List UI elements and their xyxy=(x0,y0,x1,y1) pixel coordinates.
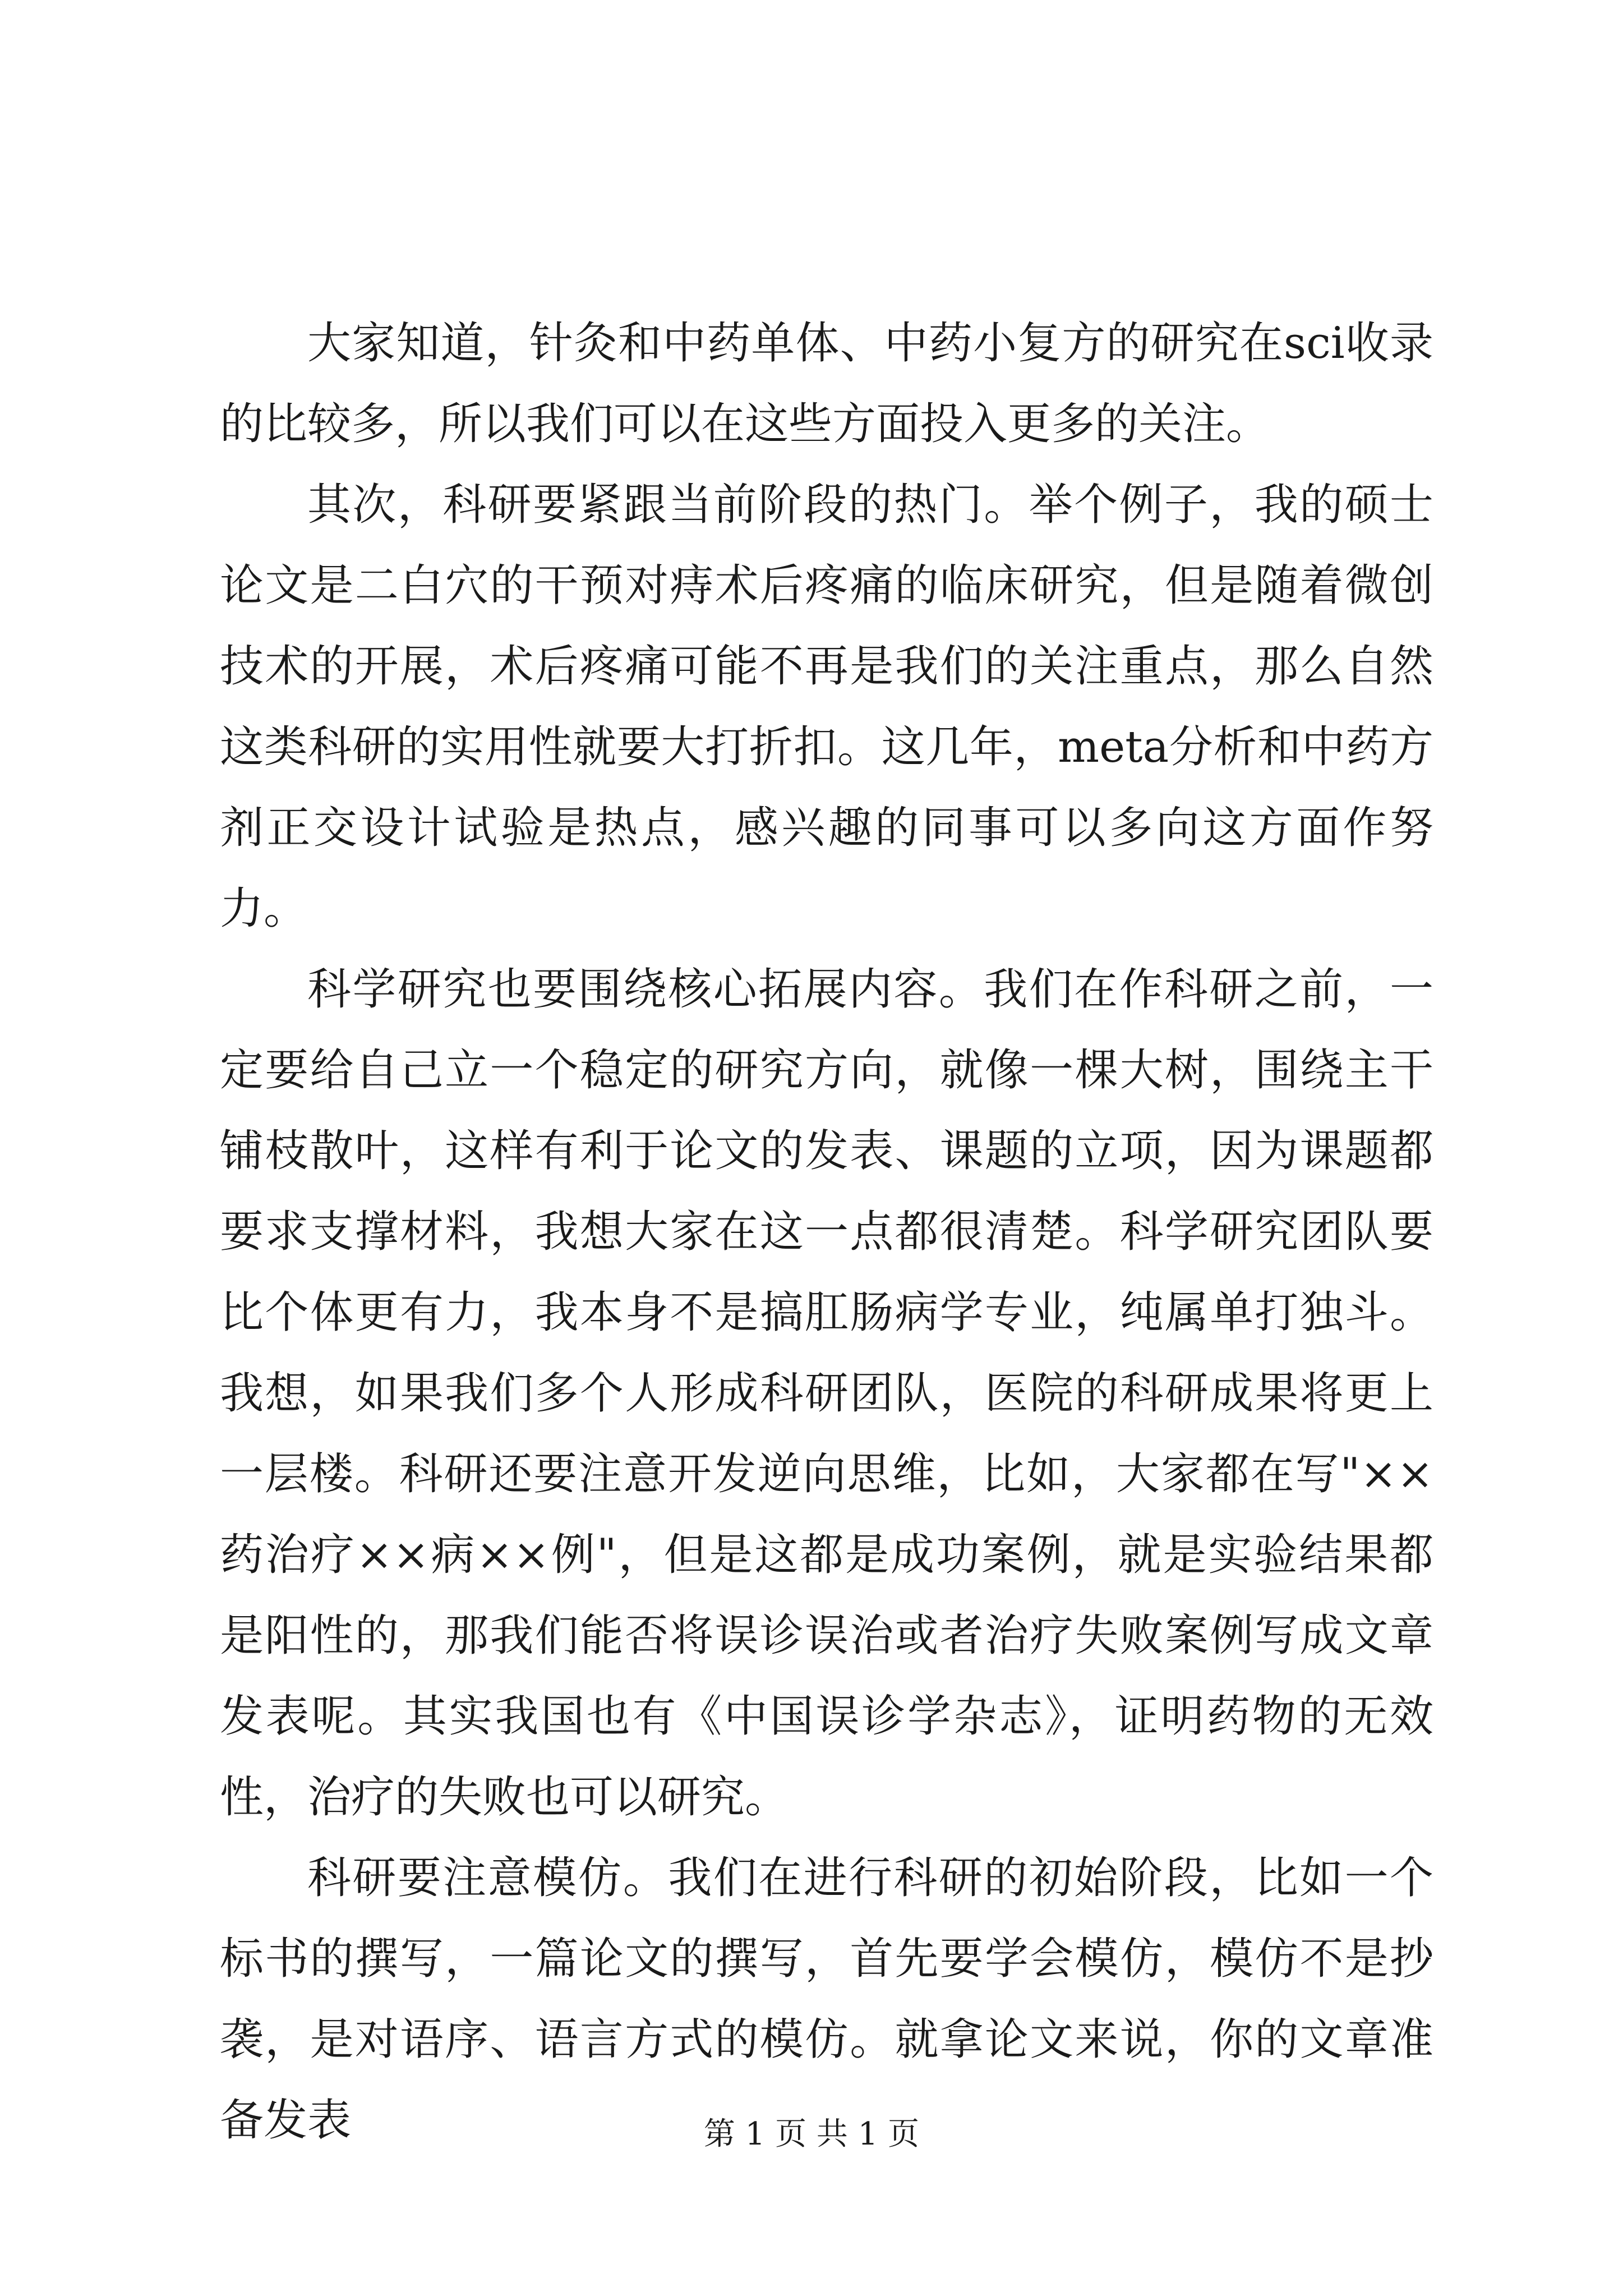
page-number-label: 第 1 页 共 1 页 xyxy=(703,2116,920,2152)
page-footer xyxy=(0,2109,1623,2154)
paragraph-3: 科学研究也要围绕核心拓展内容。我们在作科研之前，一定要给自己立一个稳定的研究方向，就像一棵大树，围绕主干铺枝散叶，这样有利于论文的发表、课题的立项，因为课题都要求支撑材料，我想大家在这一点都很清楚。科学研究团队要比个体更有力，我本身不是搞肛肠病学专业，纯属单打独斗。我想，如果我们多个人形成科研团队，医院的科研成果将更上一层楼。科研还要注意开发逆向思维，比如，大家都在写"××药治疗××病××例"，但是这都是成功案例，就是实验结果都是阳性的，那我们能否将误诊误治或者治疗失败案例写成文章发表呢。其实我国也有《中国误诊学杂志》，证明药物的无效性，治疗的失败也可以研究。 xyxy=(220,964,1433,1823)
paragraph-2: 其次，科研要紧跟当前阶段的热门。举个例子，我的硕士论文是二白穴的干预对痔术后疼痛的临床研究，但是随着微创技术的开展，术后疼痛可能不再是我们的关注重点，那么自然这类科研的实用性就要大打折扣。这几年，meta分析和中药方剂正交设计试验是热点，感兴趣的同事可以多向这方面作努力。 xyxy=(220,480,1433,934)
paragraph-1: 大家知道，针灸和中药单体、中药小复方的研究在sci收录的比较多，所以我们可以在这些方面投入更多的关注。 xyxy=(220,318,1433,449)
paragraph-4: 科研要注意模仿。我们在进行科研的初始阶段，比如一个标书的撰写，一篇论文的撰写，首先要学会模仿，模仿不是抄袭，是对语序、语言方式的模仿。就拿论文来说，你的文章准备发表 xyxy=(220,1853,1433,2146)
document-body xyxy=(220,303,1433,2161)
